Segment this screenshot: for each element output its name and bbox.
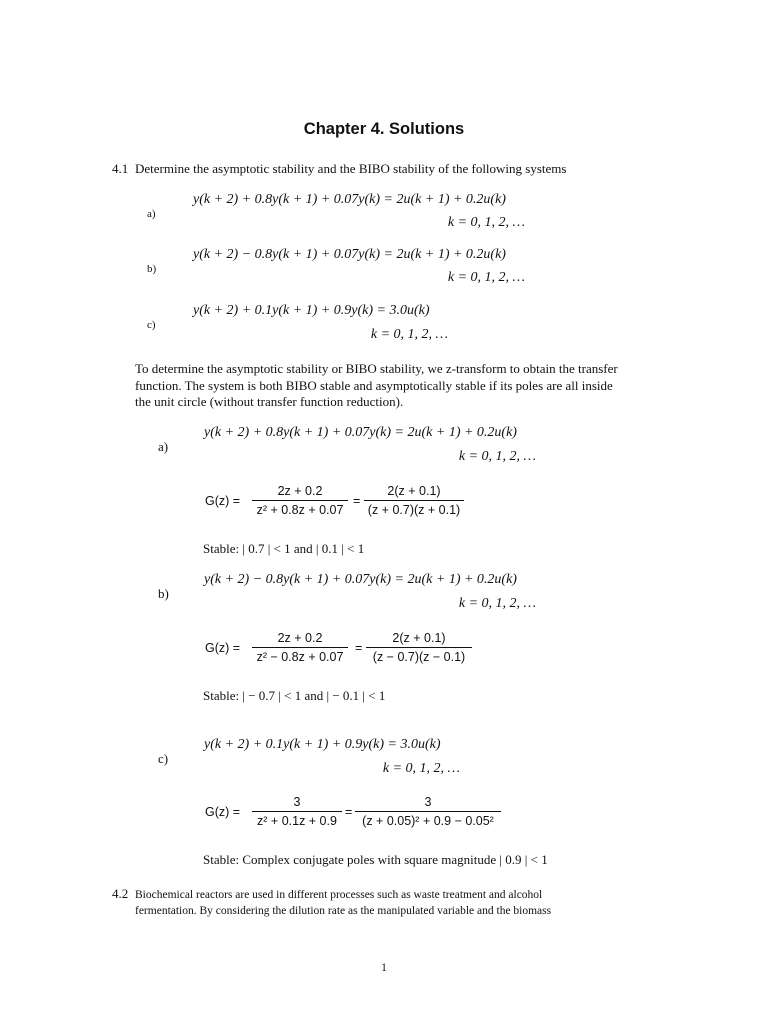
stability-result: Stable: | 0.7 | < 1 and | 0.1 | < 1 [203,541,365,556]
fraction-denominator: z² − 0.8z + 0.07 [256,650,344,664]
stability-result: Stable: Complex conjugate poles with square magnitude | 0.9 | < 1 [203,852,548,867]
explanation-paragraph [135,361,618,411]
problem-text [135,887,551,919]
equals-sign: = [345,805,353,819]
problem-text-line: fermentation. By considering the dilution rate as the manipulated variable and the biomass [135,905,552,917]
fraction-denominator: (z + 0.05)² + 0.9 − 0.05² [362,814,494,828]
system-label: c) [147,319,156,331]
transfer-function-fraction [252,795,342,828]
system-label: b) [147,263,157,275]
solution-range: k = 0, 1, 2, … [458,596,536,611]
solution-equation: y(k + 2) + 0.1y(k + 1) + 0.9y(k) = 3.0u(k) [204,737,441,752]
solution-range: k = 0, 1, 2, … [382,761,460,776]
system-range: k = 0, 1, 2, … [447,270,525,285]
stability-result: Stable: | − 0.7 | < 1 and | − 0.1 | < 1 [203,688,386,703]
fraction-denominator: (z + 0.7)(z + 0.1) [367,503,461,517]
transfer-function-fraction [252,631,348,664]
system-equation: y(k + 2) + 0.1y(k + 1) + 0.9y(k) = 3.0u(k) [193,303,430,318]
solution-label: b) [158,586,169,601]
transfer-function-lhs: G(z) = [205,494,241,508]
problem-number: 4.2 [112,886,129,901]
system-label: a) [147,208,156,220]
problem-number: 4.1 [112,161,129,176]
transfer-function-lhs: G(z) = [205,805,241,819]
explanation-line: To determine the asymptotic stability or BIBO stability, we z-transform to obtain the transfer [135,361,618,376]
fraction-numerator: 3 [293,795,301,809]
fraction-denominator: z² + 0.8z + 0.07 [256,503,344,517]
explanation-line: the unit circle (without transfer function reduction). [135,394,404,409]
fraction-numerator: 2(z + 0.1) [387,484,441,498]
transfer-function-factored [355,795,501,828]
chapter-title: Chapter 4. Solutions [303,120,465,138]
solution-equation: y(k + 2) − 0.8y(k + 1) + 0.07y(k) = 2u(k + 1) + 0.2u(k) [204,572,517,587]
equals-sign: = [355,641,363,655]
problem-prompt: Determine the asymptotic stability and the BIBO stability of the following systems [135,161,567,176]
system-range: k = 0, 1, 2, … [370,327,448,342]
system-equation: y(k + 2) − 0.8y(k + 1) + 0.07y(k) = 2u(k + 1) + 0.2u(k) [193,247,506,262]
transfer-function-fraction [252,484,348,517]
fraction-numerator: 2z + 0.2 [277,631,323,645]
fraction-denominator: (z − 0.7)(z − 0.1) [372,650,466,664]
transfer-function-lhs: G(z) = [205,641,241,655]
equals-sign: = [353,494,361,508]
fraction-numerator: 2z + 0.2 [277,484,323,498]
system-equation: y(k + 2) + 0.8y(k + 1) + 0.07y(k) = 2u(k + 1) + 0.2u(k) [193,192,506,207]
problem-text-line: Biochemical reactors are used in different processes such as waste treatment and alcohol [135,889,543,901]
solution-label: a) [158,439,169,454]
solution-equation: y(k + 2) + 0.8y(k + 1) + 0.07y(k) = 2u(k + 1) + 0.2u(k) [204,425,517,440]
transfer-function-factored [364,484,464,517]
solution-range: k = 0, 1, 2, … [458,449,536,464]
fraction-denominator: z² + 0.1z + 0.9 [257,814,337,828]
fraction-numerator: 3 [424,795,432,809]
fraction-numerator: 2(z + 0.1) [392,631,446,645]
solution-label: c) [158,751,169,766]
transfer-function-factored [366,631,472,664]
explanation-line: function. The system is both BIBO stable and asymptotically stable if its poles are all inside [135,377,613,393]
page-number: 1 [381,962,387,974]
system-range: k = 0, 1, 2, … [447,215,525,230]
